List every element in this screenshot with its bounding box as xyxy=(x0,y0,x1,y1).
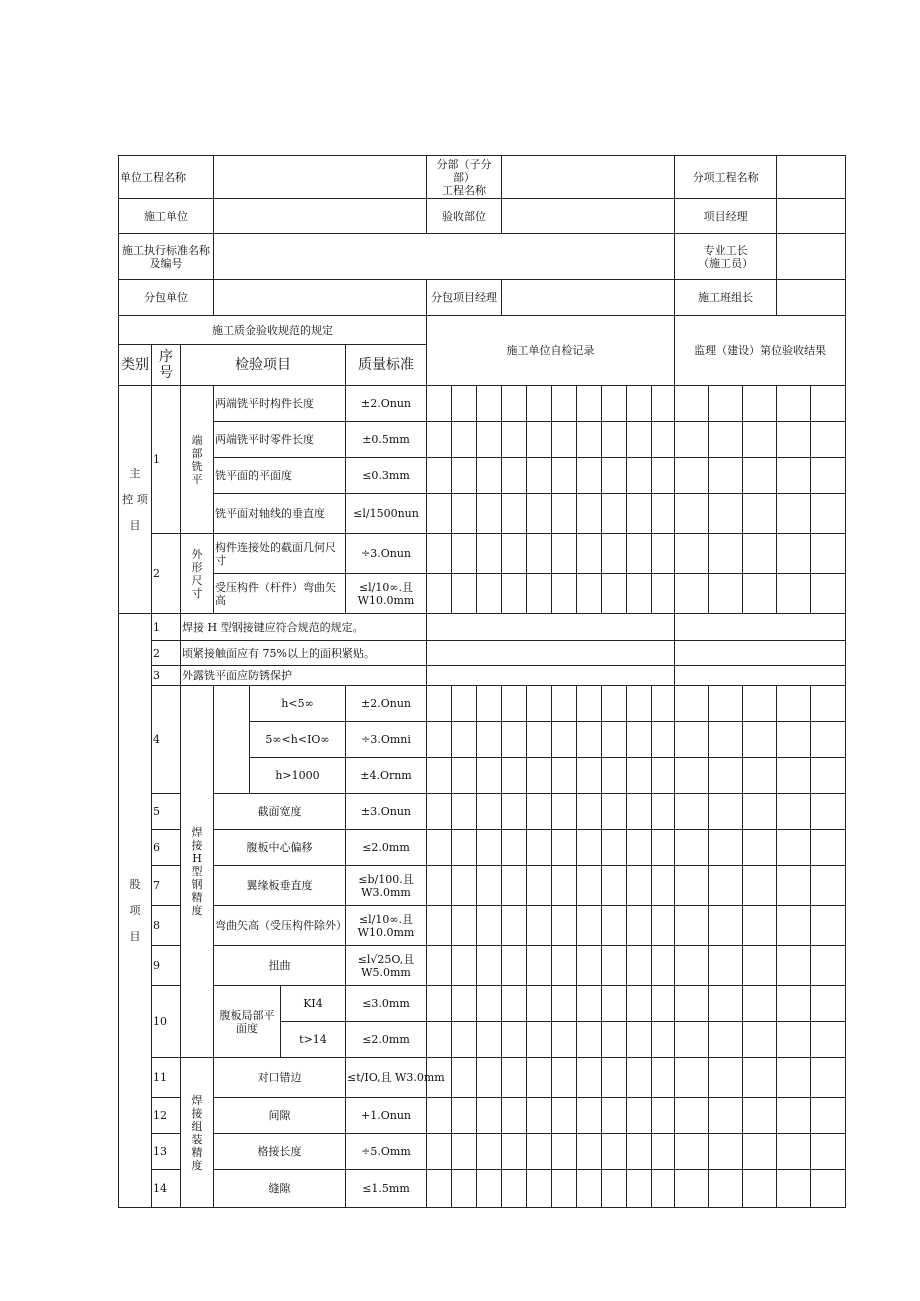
construction-unit-label: 施工单位 xyxy=(119,199,214,234)
standard-cell: ±0.5mm xyxy=(346,422,427,458)
standard-cell: ≤3.0mm xyxy=(346,986,427,1022)
standard-cell: ≤t/IO,且 W3.0mm xyxy=(346,1058,427,1098)
item-cell: 格接长度 xyxy=(214,1134,346,1170)
table-row xyxy=(119,458,846,494)
seq-cell: 12 xyxy=(152,1098,181,1134)
item-cell: 缝隙 xyxy=(214,1170,346,1208)
seq-cell: 10 xyxy=(152,986,181,1058)
item-project-name-field[interactable] xyxy=(777,156,846,199)
seq-cell: 9 xyxy=(152,946,181,986)
item-cell: 两端铣平时零件长度 xyxy=(214,422,346,458)
table-row xyxy=(119,494,846,534)
item-cell: 腹板局部平面度 xyxy=(214,986,281,1058)
standard-cell: ≤l/10∞.且 W10.0mm xyxy=(346,906,427,946)
general-text-cell: 焊接 H 型钢接键应符合规范的规定。 xyxy=(181,614,427,641)
table-row xyxy=(119,906,846,946)
standard-cell: ±4.Ornm xyxy=(346,758,427,794)
standard-cell: ±2.Onun xyxy=(346,686,427,722)
table-row xyxy=(119,386,846,422)
table-row xyxy=(119,422,846,458)
sub-project-name-field[interactable] xyxy=(502,156,675,199)
table-row xyxy=(119,946,846,986)
item-cell: 腹板中心偏移 xyxy=(214,830,346,866)
item-cell: 翼缘板垂直度 xyxy=(214,866,346,906)
supervision-header: 监理（建设）第位验收结果 xyxy=(675,316,846,386)
team-leader-field[interactable] xyxy=(777,280,846,316)
end-milling-group: 端 部 铣 平 xyxy=(181,386,214,534)
table-row xyxy=(119,1058,846,1098)
seq-cell: 8 xyxy=(152,906,181,946)
foreman-field[interactable] xyxy=(777,234,846,280)
standard-name-label: 施工执行标准名称 及编号 xyxy=(119,234,214,280)
table-row xyxy=(119,1134,846,1170)
condition-cell: h<5∞ xyxy=(250,686,346,722)
condition-cell: t>14 xyxy=(281,1022,346,1058)
item-cell: 对口错边 xyxy=(214,1058,346,1098)
team-leader-label: 施工班组长 xyxy=(675,280,777,316)
blank-cell xyxy=(214,686,250,794)
sub-project-manager-label: 分包项目经理 xyxy=(427,280,502,316)
standard-cell: ±2.Onun xyxy=(346,386,427,422)
sub-project-name-label: 分部（子分部） 工程名称 xyxy=(427,156,502,199)
table-row xyxy=(119,794,846,830)
table-row xyxy=(119,986,846,1022)
standard-cell: ÷5.Omm xyxy=(346,1134,427,1170)
general-text-cell: 顷紧接触面应有 75%以上的面积紧贴。 xyxy=(181,641,427,666)
seq-cell: 7 xyxy=(152,866,181,906)
condition-cell: 5∞<h<IO∞ xyxy=(250,722,346,758)
inspection-record-table xyxy=(118,155,846,1208)
self-check-header: 施工单位自检记录 xyxy=(427,316,675,386)
standard-cell: ≤2.0mm xyxy=(346,830,427,866)
item-cell: 两端铣平时构件长度 xyxy=(214,386,346,422)
item-cell: 扭曲 xyxy=(214,946,346,986)
item-cell: 受压构件（杆件）弯曲矢高 xyxy=(214,574,346,614)
table-row xyxy=(119,1098,846,1134)
seq-cell: 3 xyxy=(152,666,181,686)
item-project-name-label: 分项工程名称 xyxy=(675,156,777,199)
standard-cell: ≤b/100.且 W3.0mm xyxy=(346,866,427,906)
standard-cell: ÷3.Omni xyxy=(346,722,427,758)
table-row xyxy=(119,614,846,641)
table-row xyxy=(119,666,846,686)
foreman-label: 专业工长 （施工员） xyxy=(675,234,777,280)
standard-cell: ±3.Onun xyxy=(346,794,427,830)
item-cell: 铣平面的平面度 xyxy=(214,458,346,494)
construction-unit-field[interactable] xyxy=(214,199,427,234)
project-manager-label: 项目经理 xyxy=(675,199,777,234)
table-row xyxy=(119,686,846,722)
seq-cell: 6 xyxy=(152,830,181,866)
standard-cell: ≤2.0mm xyxy=(346,1022,427,1058)
standard-header: 质量标准 xyxy=(346,345,427,386)
h-beam-group: 焊 接 H 型 钢 精 度 xyxy=(181,686,214,1058)
seq-cell: 1 xyxy=(152,386,181,534)
item-cell: 截面宽度 xyxy=(214,794,346,830)
unit-project-name-label: 单位工程名称 xyxy=(119,156,214,199)
standard-cell: ≤l/1500nun xyxy=(346,494,427,534)
subcontractor-field[interactable] xyxy=(214,280,427,316)
standard-cell: +1.Onun xyxy=(346,1098,427,1134)
subcontractor-label: 分包单位 xyxy=(119,280,214,316)
seq-cell: 1 xyxy=(152,614,181,641)
project-manager-field[interactable] xyxy=(777,199,846,234)
seq-cell: 4 xyxy=(152,686,181,794)
sub-project-manager-field[interactable] xyxy=(502,280,675,316)
table-row xyxy=(119,574,846,614)
item-cell: 弯曲矢高（受压构件除外） xyxy=(214,906,346,946)
acceptance-part-label: 验收部位 xyxy=(427,199,502,234)
table-row xyxy=(119,641,846,666)
general-category: 股 项 目 xyxy=(119,614,152,1208)
seq-cell: 14 xyxy=(152,1170,181,1208)
standard-cell: ≤0.3mm xyxy=(346,458,427,494)
standard-cell: ≤l/10∞.且 W10.0mm xyxy=(346,574,427,614)
standard-cell: ≤1.5mm xyxy=(346,1170,427,1208)
standard-cell: ≤l√25O,且W5.0mm xyxy=(346,946,427,986)
table-row xyxy=(119,534,846,574)
item-cell: 间隙 xyxy=(214,1098,346,1134)
unit-project-name-field[interactable] xyxy=(214,156,427,199)
seq-cell: 11 xyxy=(152,1058,181,1098)
standard-name-field[interactable] xyxy=(214,234,675,280)
general-text-cell: 外露铣平面应防锈保护 xyxy=(181,666,427,686)
seq-cell: 2 xyxy=(152,534,181,614)
main-control-category: 主 控 项 目 xyxy=(119,386,152,614)
table-row xyxy=(119,866,846,906)
seq-cell: 13 xyxy=(152,1134,181,1170)
acceptance-part-field[interactable] xyxy=(502,199,675,234)
item-header: 检验项目 xyxy=(181,345,346,386)
spec-rules-header: 施工质金验收规范的规定 xyxy=(119,316,427,345)
standard-cell: ÷3.Onun xyxy=(346,534,427,574)
dimension-group: 外 形 尺 寸 xyxy=(181,534,214,614)
assembly-group: 焊 接 组 装 精 度 xyxy=(181,1058,214,1208)
seq-header: 序号 xyxy=(152,345,181,386)
table-row xyxy=(119,1170,846,1208)
seq-cell: 2 xyxy=(152,641,181,666)
condition-cell: h>1000 xyxy=(250,758,346,794)
category-header: 类别 xyxy=(119,345,152,386)
item-cell: 构件连接处的截面几何尺寸 xyxy=(214,534,346,574)
condition-cell: KI4 xyxy=(281,986,346,1022)
seq-cell: 5 xyxy=(152,794,181,830)
item-cell: 铣平面对轴线的垂直度 xyxy=(214,494,346,534)
table-row xyxy=(119,830,846,866)
